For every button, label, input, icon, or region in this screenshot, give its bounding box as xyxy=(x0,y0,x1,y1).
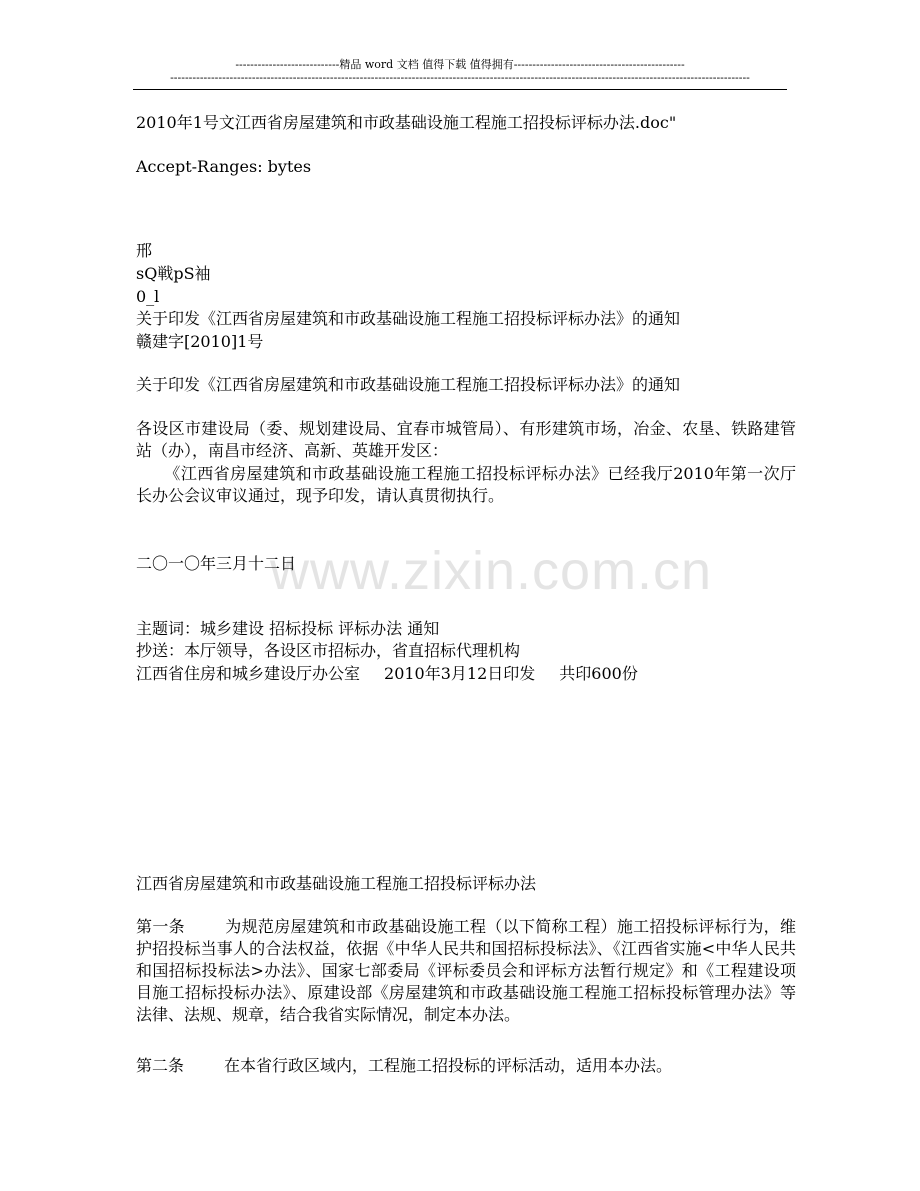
issue-date: 2010年3月12日印发 xyxy=(384,664,536,683)
header-banner: ----------------------------精品 word 文档 值得下载 值得拥有---------------------------------------------- xyxy=(235,58,685,71)
filename-line: 2010年1号文江西省房屋建筑和市政基础设施工程施工招投标评标办法.doc" xyxy=(136,113,677,132)
notice-body-text: 《江西省房屋建筑和市政基础设施工程施工招投标评标办法》已经我厅2010年第一次厅长办公会议审议通过，现予印发，请认真贯彻执行。 xyxy=(136,464,796,505)
issuer: 江西省住房和城乡建设厅办公室 xyxy=(136,664,361,683)
article-1-label: 第一条 xyxy=(136,917,185,936)
article-2-label: 第二条 xyxy=(136,1056,185,1075)
notice-body-paragraph xyxy=(136,463,796,507)
article-2-text: 在本省行政区域内，工程施工招投标的评标活动，适用本办法。 xyxy=(224,1056,673,1075)
copies-count: 共印600份 xyxy=(559,664,638,683)
notice-title: 关于印发《江西省房屋建筑和市政基础设施工程施工招投标评标办法》的通知 xyxy=(136,309,681,328)
cc-line: 抄送：本厅领导，各设区市招标办，省直招标代理机构 xyxy=(136,641,521,660)
article-2 xyxy=(136,1055,796,1077)
addressees-paragraph: 各设区市建设局（委、规划建设局、宜春市城管局）、有形建筑市场，冶金、农垦、铁路建管站（办），南昌市经济、高新、英雄开发区： xyxy=(136,419,796,460)
keywords-line: 主题词：城乡建设 招标投标 评标办法 通知 xyxy=(136,619,440,638)
document-number: 赣建字[2010]1号 xyxy=(136,332,264,351)
notice-title-repeat: 关于印发《江西省房屋建筑和市政基础设施工程施工招投标评标办法》的通知 xyxy=(136,375,681,394)
accept-ranges-line: Accept-Ranges: bytes xyxy=(136,157,312,176)
header-dashes: ------------------------------------------------------------------------------------------------------------------------------------------------------------ xyxy=(170,71,750,84)
article-1-text: 为规范房屋建筑和市政基础设施工程（以下简称工程）施工招投标评标行为，维护招投标当事人的合法权益，依据《中华人民共和国招标投标法》、《江西省实施<中华人民共和国招标投标法>办法》、国家七部委局《评标委员会和评标方法暂行规定》和《工程建设项目施工招标投标办法》、原建设部《房屋建筑和市政基础设施工程施工招标投标管理办法》等法律、法规、规章，结合我省实际情况，制定本办法。 xyxy=(136,917,796,1024)
header-divider xyxy=(133,89,787,90)
article-1 xyxy=(136,916,796,1026)
issue-line xyxy=(136,663,638,685)
garbled-text-3: 0_l xyxy=(136,287,160,306)
garbled-text-2: sQ戦pS袖 xyxy=(136,264,211,283)
garbled-text-1: 邢 xyxy=(136,241,153,260)
watermark: www.zixin.com.cn xyxy=(270,541,713,601)
measures-title: 江西省房屋建筑和市政基础设施工程施工招投标评标办法 xyxy=(136,874,537,893)
notice-date: 二〇一〇年三月十二日 xyxy=(136,554,297,573)
